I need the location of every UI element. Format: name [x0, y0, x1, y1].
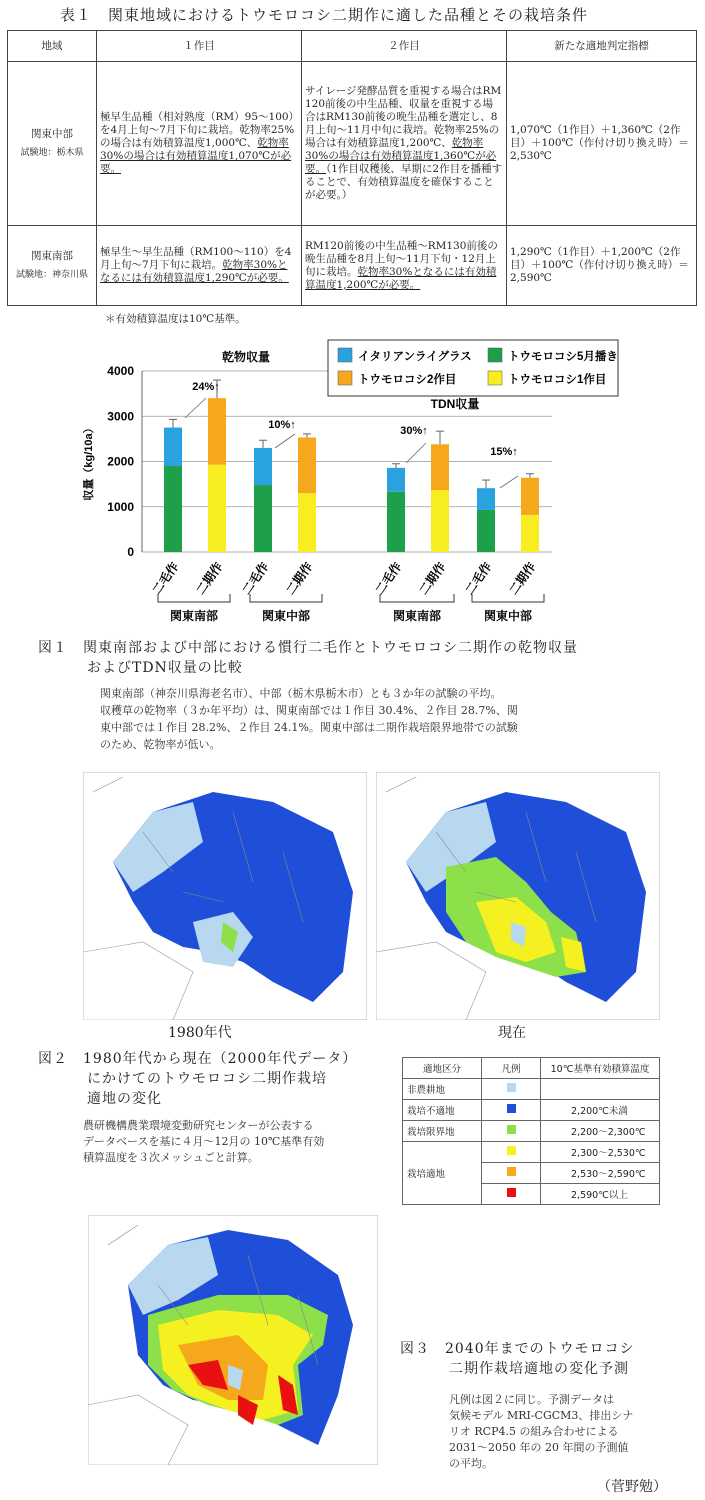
crop2-underlined: 乾物率30%の場合は有効積算温度1,360℃が必要。 [305, 137, 497, 175]
legend-temp: 2,200～2,300℃ [541, 1121, 660, 1142]
group-bracket [250, 594, 322, 602]
bar-segment-lower [521, 515, 539, 552]
map-label-present: 現在 [498, 1025, 526, 1041]
chart-legend-box [328, 340, 618, 396]
bar-segment-upper [387, 468, 405, 492]
fig1-text-line2: 収穫草の乾物率（３か年平均）は、関東南部では１作目 30.4%、２作目 28.7%、関 [100, 704, 518, 717]
th-crop2: ２作目 [302, 31, 507, 62]
group-label: 関東中部 [261, 609, 311, 623]
map-1980s [83, 772, 367, 1020]
table1-header-row [8, 31, 697, 62]
legend-swatch [338, 371, 352, 385]
legend-row [403, 1079, 660, 1100]
legend-h-class: 適地区分 [403, 1058, 482, 1079]
y-tick-label: 4000 [107, 364, 134, 378]
map-label-1980s: 1980年代 [168, 1025, 232, 1041]
group-label: 関東中部 [483, 609, 533, 623]
bar-segment-lower [254, 485, 272, 552]
fig2-caption-line2: にかけてのトウモロコシ二期作栽培 [87, 1071, 327, 1087]
th-index: 新たな適地判定指標 [507, 31, 697, 62]
bar-segment-lower [208, 465, 226, 552]
table1-note: ＊有効積算温度は10℃基準。 [105, 313, 246, 325]
legend-swatch [338, 348, 352, 362]
legend-class-merged: 栽培適地 [403, 1142, 482, 1205]
x-tick-label: 二期作 [283, 559, 316, 598]
x-tick-label: 二期作 [193, 559, 226, 598]
legend-temp: 2,530～2,590℃ [541, 1163, 660, 1184]
bar-segment-upper [521, 478, 539, 515]
legend-label: トウモロコシ1作目 [508, 374, 607, 386]
th-region: 地域 [8, 31, 97, 62]
legend-class: 栽培不適地 [403, 1100, 482, 1121]
group-bracket [472, 594, 544, 602]
legend-h-temp: 10℃基準有効積算温度 [541, 1058, 660, 1079]
crop2-note: （1作目収穫後、早期に2作目を播種することで、有効積算温度を確保することが必要。） [305, 163, 503, 201]
bar-segment-lower [431, 490, 449, 552]
legend-swatch [507, 1188, 516, 1197]
table1-row [8, 62, 697, 226]
crop1-underlined: 乾物率30%の場合は有効積算温度1,070℃が必要。 [100, 137, 292, 175]
fig3-text-line5: の平均。 [449, 1457, 493, 1470]
legend-row [403, 1142, 660, 1163]
fig2-caption-line1: 図２ 1980年代から現在（2000年代データ） [38, 1051, 358, 1067]
fig3-text-line4: 2031～2050 年の 20 年間の予測値 [449, 1441, 629, 1454]
legend-row [403, 1121, 660, 1142]
bar-segment-upper [164, 428, 182, 466]
region-site: 試験地：栃木県 [20, 147, 84, 158]
fig2-caption-line3: 適地の変化 [87, 1091, 162, 1107]
y-axis-label: 収量（kg/10a） [83, 422, 95, 501]
fig3-text-line3: リオ RCP4.5 の組み合わせによる [449, 1425, 619, 1438]
crop1-cell [97, 226, 302, 306]
bar-segment-lower [387, 492, 405, 552]
crop2-cell [302, 226, 507, 306]
region-cell [8, 62, 97, 226]
x-tick-label: 二毛作 [239, 559, 272, 598]
crop2-underlined: 乾物率30%となるには有効積算温度1,200℃が必要。 [305, 265, 497, 291]
y-tick-label: 2000 [107, 454, 134, 469]
bar-segment-upper [298, 438, 316, 494]
legend-row [403, 1100, 660, 1121]
increase-label: 24%↑ [192, 381, 220, 393]
increase-label: 15%↑ [490, 446, 518, 458]
index-cell: 1,070℃（1作目）＋1,360℃（2作目）＋100℃（作付け切り換え時）＝2,530℃ [507, 62, 697, 226]
region-name: 関東南部 [31, 249, 73, 262]
fig2-text-line3: 積算温度を３次メッシュごと計算。 [83, 1151, 259, 1164]
x-tick-label: 二毛作 [149, 559, 182, 598]
legend-label: トウモロコシ5月播き [508, 351, 618, 363]
fig1-caption-line2: およびTDN収量の比較 [87, 660, 243, 676]
crop2-text: サイレージ発酵品質を重視する場合はRM 120前後の中生品種、収量を重視する場合はRM130前後の晩生品種を選定し、8月上旬～11月中旬に栽培。乾物率25%の場合は有効積算温度1,200℃、 [305, 85, 502, 149]
region-site: 試験地：神奈川県 [15, 269, 88, 280]
legend-swatch [507, 1083, 516, 1092]
legend-swatch [507, 1167, 516, 1176]
legend-h-swatch: 凡例 [482, 1058, 541, 1079]
increase-arrow [500, 476, 518, 488]
region-cell [8, 226, 97, 306]
bar-segment-upper [431, 444, 449, 490]
fig2-text-line1: 農研機構農業環境変動研究センターが公表する [83, 1119, 314, 1132]
legend-temp: 2,300～2,530℃ [541, 1142, 660, 1163]
legend-swatch [507, 1125, 516, 1134]
crop2-text: RM120前後の中生品種～RM130前後の晩生品種を8月上旬～11月下旬・12月上旬に栽培。 [305, 239, 498, 278]
x-tick-label: 二期作 [506, 559, 539, 598]
legend-temp: 2,590℃以上 [541, 1184, 660, 1205]
table1 [7, 30, 697, 306]
bar-segment-upper [208, 398, 226, 465]
group-bracket [158, 594, 230, 602]
fig2-text-line2: データベースを基に４月～12月の 10℃基準有効 [83, 1135, 325, 1148]
legend-class: 栽培限界地 [403, 1121, 482, 1142]
group-bracket [380, 594, 454, 602]
crop2-cell [302, 62, 507, 226]
crop1-underlined: 乾物率30%となるには有効積算温度1,290℃が必要。 [100, 259, 289, 284]
y-tick-label: 1000 [107, 499, 134, 514]
legend-class: 非農耕地 [403, 1079, 482, 1100]
fig1-text-line4: のため、乾物率が低い。 [100, 738, 221, 751]
fig3-text-line1: 凡例は図２に同じ。予測データは [449, 1393, 614, 1406]
increase-arrow [185, 398, 206, 418]
increase-arrow [275, 434, 295, 448]
bar-segment-lower [477, 510, 495, 552]
crop1-text: 極早生～早生品種（RM100～110）を4月上旬～7月下旬に栽培。 [100, 246, 292, 271]
x-tick-label: 二毛作 [372, 559, 405, 598]
bar-segment-lower [164, 466, 182, 552]
group-label: 関東南部 [392, 609, 442, 623]
region-name: 関東中部 [31, 127, 73, 140]
panel-title: TDN収量 [430, 397, 480, 411]
panel-title: 乾物収量 [221, 350, 271, 364]
crop1-cell [97, 62, 302, 226]
bar-segment-upper [477, 488, 495, 510]
table1-title: 表１ 関東地域におけるトウモロコシ二期作に適した品種とその栽培条件 [60, 6, 589, 24]
th-crop1: １作目 [97, 31, 302, 62]
group-label: 関東南部 [169, 609, 219, 623]
map-present [376, 772, 660, 1020]
legend-swatch [488, 348, 502, 362]
legend-header-row [403, 1058, 660, 1079]
increase-label: 30%↑ [400, 425, 428, 437]
legend-swatch [488, 371, 502, 385]
author: （菅野勉） [597, 1479, 667, 1495]
crop1-text: 極早生品種（相対熟度（RM）95～100）を4月上旬～7月下旬に栽培。乾物率25%の場合は有効積算温度1,000℃、 [100, 111, 295, 149]
bar-segment-upper [254, 448, 272, 485]
legend-temp [541, 1079, 660, 1100]
fig3-caption-line2: 二期作栽培適地の変化予測 [449, 1361, 629, 1377]
fig1-text-line1: 関東南部（神奈川県海老名市）、中部（栃木県栃木市）とも３か年の試験の平均。 [100, 687, 502, 700]
fig1-caption-line1: 図１ 関東南部および中部における慣行二毛作とトウモロコシ二期作の乾物収量 [38, 640, 578, 656]
table1-row [8, 226, 697, 306]
fig3-caption-line1: 図３ 2040年までのトウモロコシ [400, 1341, 635, 1357]
y-tick-label: 3000 [107, 409, 134, 424]
legend-label: トウモロコシ2作目 [358, 374, 457, 386]
suitability-legend-table [402, 1057, 660, 1205]
bar-segment-lower [298, 493, 316, 552]
x-tick-label: 二毛作 [462, 559, 495, 598]
legend-swatch [507, 1146, 516, 1155]
yield-chart [70, 338, 630, 638]
legend-temp: 2,200℃未満 [541, 1100, 660, 1121]
increase-arrow [406, 443, 426, 463]
increase-label: 10%↑ [268, 419, 296, 431]
legend-label: イタリアンライグラス [358, 351, 472, 363]
fig1-text-line3: 東中部では１作目 28.2%、２作目 24.1%。関東中部は二期作栽培限界地帯での試験 [100, 721, 518, 734]
x-tick-label: 二期作 [416, 559, 449, 598]
index-cell: 1,290℃（1作目）＋1,200℃（2作目）＋100℃（作付け切り換え時）＝2,590℃ [507, 226, 697, 306]
fig3-text-line2: 気候モデル MRI-CGCM3、排出シナ [449, 1409, 634, 1422]
legend-swatch [507, 1104, 516, 1113]
map-2040 [88, 1215, 378, 1465]
y-tick-label: 0 [127, 545, 134, 559]
